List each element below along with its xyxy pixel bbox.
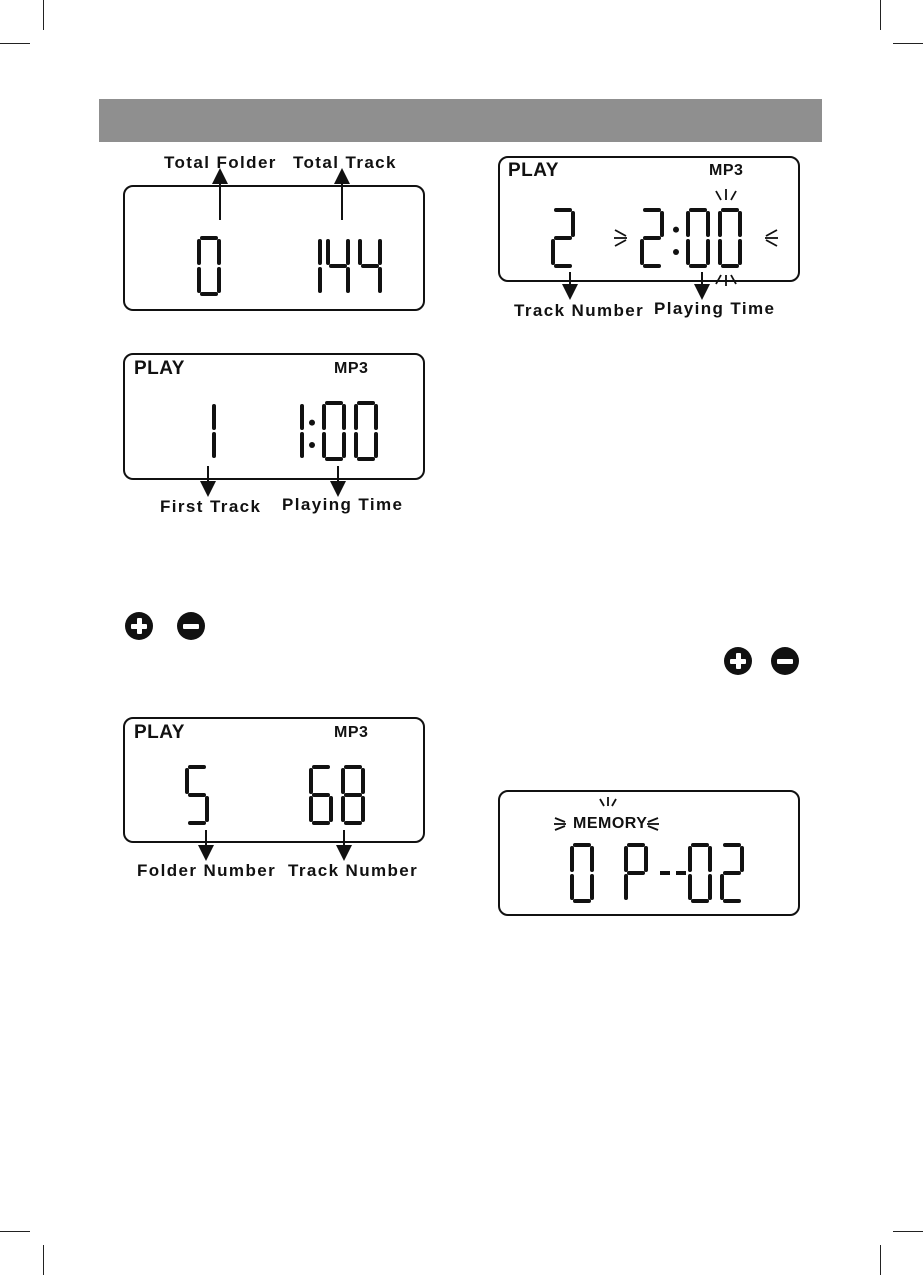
lcd-format-indicator: MP3 <box>334 360 369 377</box>
lcd-colon-dot <box>309 442 315 448</box>
lcd-format-indicator: MP3 <box>334 724 369 741</box>
caption-first-track: First Track <box>160 497 262 516</box>
lcd-digits-total-track <box>296 235 396 297</box>
plus-circle-icon <box>724 647 752 675</box>
crop-mark <box>880 0 881 30</box>
lcd-colon-dot <box>309 420 315 426</box>
lcd-play-indicator: PLAY <box>134 722 185 743</box>
caption-track-number: Track Number <box>288 861 419 880</box>
lcd-digits-track-number <box>549 207 589 269</box>
crop-mark <box>0 43 30 44</box>
caption-total-folder: Total Folder <box>164 153 277 172</box>
lcd-digits-track-number <box>307 764 387 826</box>
crop-mark <box>43 1245 44 1275</box>
lcd-digits-folder-number <box>183 764 223 826</box>
lcd-colon-dot <box>673 249 679 255</box>
lcd-digits-playing-time <box>278 400 388 462</box>
lcd-digits-playing-time <box>638 207 758 269</box>
lcd-digits-first-track <box>190 400 220 462</box>
lcd-memory-indicator: MEMORY <box>573 815 648 832</box>
lcd-format-indicator: MP3 <box>709 162 744 179</box>
crop-mark <box>893 43 923 44</box>
caption-total-track: Total Track <box>293 153 397 172</box>
section-header-bar <box>99 99 822 142</box>
crop-mark <box>880 1245 881 1275</box>
caption-playing-time: Playing Time <box>282 495 404 514</box>
lcd-digits-memory <box>568 842 768 904</box>
caption-folder-number: Folder Number <box>137 861 277 880</box>
caption-track-number: Track Number <box>514 301 645 320</box>
lcd-colon-dot <box>673 227 679 233</box>
minus-circle-icon <box>771 647 799 675</box>
plus-circle-icon <box>125 612 153 640</box>
caption-playing-time: Playing Time <box>654 299 776 318</box>
crop-mark <box>893 1231 923 1232</box>
crop-mark <box>43 0 44 30</box>
lcd-digits-total-folder <box>195 235 235 297</box>
lcd-play-indicator: PLAY <box>134 358 185 379</box>
minus-circle-icon <box>177 612 205 640</box>
crop-mark <box>0 1231 30 1232</box>
lcd-play-indicator: PLAY <box>508 160 559 181</box>
